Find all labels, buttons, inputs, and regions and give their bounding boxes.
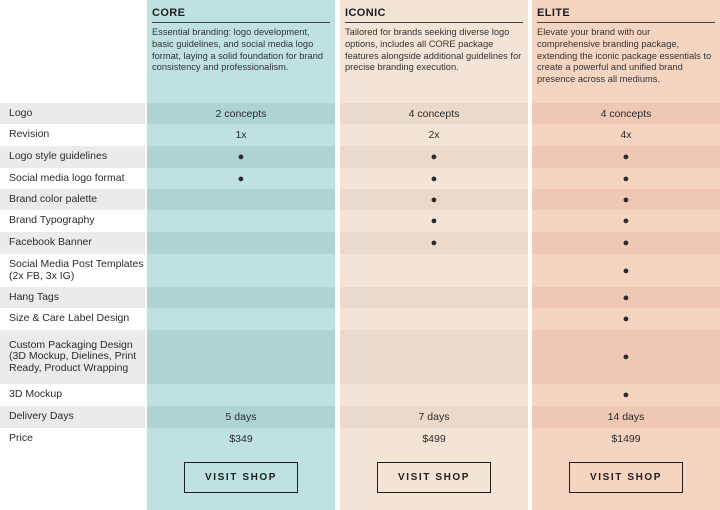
package-name: ICONIC — [345, 7, 523, 23]
iconic-value: ● — [340, 146, 528, 168]
core-value — [147, 254, 335, 287]
core-value — [147, 384, 335, 406]
table-row — [0, 124, 720, 146]
iconic-value — [340, 254, 528, 287]
elite-value: 14 days — [532, 406, 720, 428]
core-value: 5 days — [147, 406, 335, 428]
iconic-value: $499 — [422, 433, 446, 445]
table-row — [0, 308, 720, 330]
core-value: $349 — [229, 433, 253, 445]
core-value: ● — [237, 172, 245, 185]
iconic-value: 2x — [428, 129, 440, 141]
package-description: Essential branding: logo development, basic guidelines, and social media logo format, laying a solid foundation for brand consistency and professionalism. — [152, 27, 324, 73]
table-row — [0, 168, 720, 189]
iconic-value — [340, 287, 528, 308]
feature-label: Facebook Banner — [0, 232, 145, 254]
table-row — [0, 287, 720, 308]
feature-label: Logo style guidelines — [0, 146, 145, 168]
elite-value: ● — [622, 389, 630, 401]
package-name: CORE — [152, 7, 330, 23]
package-name: ELITE — [537, 7, 715, 23]
core-value — [147, 232, 335, 254]
elite-header — [532, 0, 720, 86]
feature-label: Price — [9, 432, 33, 445]
elite-value: ● — [532, 330, 720, 384]
feature-label: Hang Tags — [0, 287, 145, 308]
feature-label: Delivery Days — [0, 406, 145, 428]
elite-value: $1499 — [611, 433, 641, 445]
table-row — [0, 146, 720, 168]
elite-value: 4 concepts — [532, 103, 720, 124]
table-row — [0, 384, 720, 406]
iconic-value: 7 days — [340, 406, 528, 428]
iconic-value: ● — [430, 215, 438, 227]
elite-value: ● — [532, 189, 720, 210]
elite-value: ● — [532, 287, 720, 308]
core-visit-shop-button[interactable]: VISIT SHOP — [184, 462, 298, 493]
elite-value: 4x — [620, 129, 632, 141]
core-value — [147, 308, 335, 330]
iconic-header — [340, 0, 528, 74]
table-row — [0, 210, 720, 232]
feature-label: Social Media Post Templates (2x FB, 3x IG) — [9, 258, 144, 282]
core-value — [147, 189, 335, 210]
core-value: 2 concepts — [147, 103, 335, 124]
feature-label: 3D Mockup — [9, 388, 63, 401]
iconic-value: 4 concepts — [340, 103, 528, 124]
table-row — [0, 428, 720, 450]
iconic-value: ● — [340, 232, 528, 254]
iconic-value — [340, 330, 528, 384]
iconic-value: ● — [340, 189, 528, 210]
table-row — [0, 232, 720, 254]
feature-label: Social media logo format — [9, 171, 125, 184]
core-value — [147, 330, 335, 384]
iconic-visit-shop-button[interactable]: VISIT SHOP — [377, 462, 491, 493]
iconic-value — [340, 384, 528, 406]
feature-label: Brand color palette — [0, 189, 145, 210]
package-description: Tailored for brands seeking diverse logo options, includes all CORE package features alongside additional guidelines for precise branding execution. — [345, 27, 522, 73]
elite-value: ● — [622, 264, 630, 277]
core-value: ● — [147, 146, 335, 168]
elite-value: ● — [532, 146, 720, 168]
feature-label: Custom Packaging Design (3D Mockup, Dielines, Print Ready, Product Wrapping — [0, 330, 145, 384]
feature-label: Logo — [0, 103, 145, 124]
feature-label: Size & Care Label Design — [9, 312, 130, 325]
package-description: Elevate your brand with our comprehensive branding package, extending the iconic package essentials to create a powerful and unified brand presence across all mediums. — [537, 27, 712, 85]
core-value — [147, 210, 335, 232]
feature-label: Revision — [9, 128, 50, 141]
table-row — [0, 189, 720, 210]
iconic-value — [340, 308, 528, 330]
elite-value: ● — [622, 172, 630, 185]
elite-value: ● — [622, 313, 630, 325]
core-value: 1x — [235, 129, 247, 141]
table-row — [0, 406, 720, 428]
elite-value: ● — [622, 215, 630, 227]
feature-label: Brand Typography — [9, 214, 95, 227]
table-row — [0, 103, 720, 124]
elite-value: ● — [532, 232, 720, 254]
iconic-value: ● — [430, 172, 438, 185]
table-row — [0, 330, 720, 384]
core-header — [147, 0, 335, 74]
core-value — [147, 287, 335, 308]
table-row — [0, 254, 720, 287]
elite-visit-shop-button[interactable]: VISIT SHOP — [569, 462, 683, 493]
